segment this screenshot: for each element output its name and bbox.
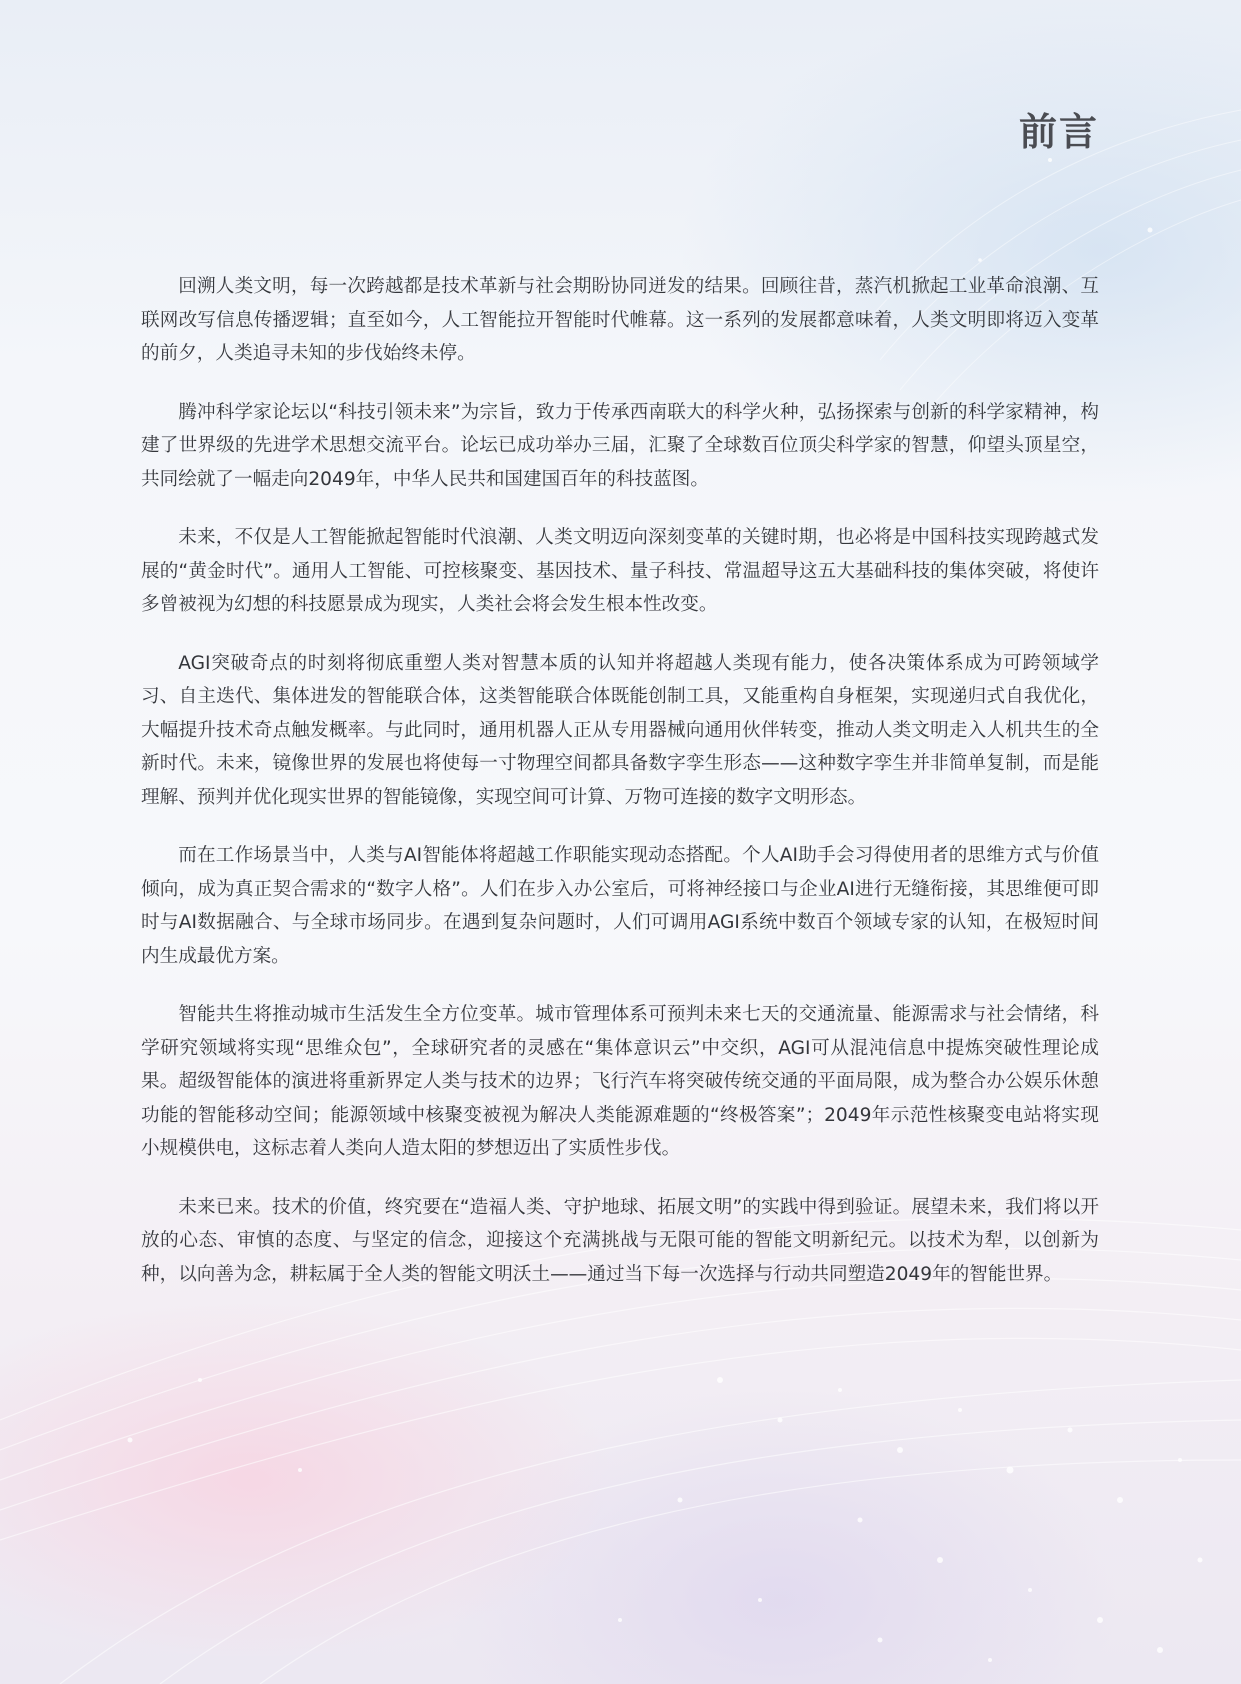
paragraph: AGI突破奇点的时刻将彻底重塑人类对智慧本质的认知并将超越人类现有能力，使各决策体系成为可跨领域学习、自主迭代、集体进发的智能联合体，这类智能联合体既能创制工具，又能重构自身框架，实现递归式自我优化，大幅提升技术奇点触发概率。与此同时，通用机器人正从专用器械向通用伙伴转变，推动人类文明走入人机共生的全新时代。未来，镜像世界的发展也将使每一寸物理空间都具备数字孪生形态——这种数字孪生并非简单复制，而是能理解、预判并优化现实世界的智能镜像，实现空间可计算、万物可连接的数字文明形态。 (141, 652, 1099, 808)
page-title: 前言 (1018, 110, 1099, 154)
paragraph: 腾冲科学家论坛以“科技引领未来”为宗旨，致力于传承西南联大的科学火种，弘扬探索与创新的科学家精神，构建了世界级的先进学术思想交流平台。论坛已成功举办三届，汇聚了全球数百位顶尖科学家的智慧，仰望头顶星空，共同绘就了一幅走向2049年，中华人民共和国建国百年的科技蓝图。 (141, 401, 1099, 490)
preface-body (141, 270, 1099, 1316)
paragraph: 而在工作场景当中，人类与AI智能体将超越工作职能实现动态搭配。个人AI助手会习得使用者的思维方式与价值倾向，成为真正契合需求的“数字人格”。人们在步入办公室后，可将神经接口与企业AI进行无缝衔接，其思维便可即时与AI数据融合、与全球市场同步。在遇到复杂问题时，人们可调用AGI系统中数百个领域专家的认知，在极短时间内生成最优方案。 (141, 845, 1099, 967)
paragraph: 未来，不仅是人工智能掀起智能时代浪潮、人类文明迈向深刻变革的关键时期，也必将是中国科技实现跨越式发展的“黄金时代”。通用人工智能、可控核聚变、基因技术、量子科技、常温超导这五大基础科技的集体突破，将使许多曾被视为幻想的科技愿景成为现实，人类社会将会发生根本性改变。 (141, 527, 1099, 615)
paragraph: 未来已来。技术的价值，终究要在“造福人类、守护地球、拓展文明”的实践中得到验证。展望未来，我们将以开放的心态、审慎的态度、与坚定的信念，迎接这个充满挑战与无限可能的智能文明新纪元。以技术为犁，以创新为种，以向善为念，耕耘属于全人类的智能文明沃土——通过当下每一次选择与行动共同塑造2049年的智能世界。 (141, 1196, 1099, 1285)
paragraph: 智能共生将推动城市生活发生全方位变革。城市管理体系可预判未来七天的交通流量、能源需求与社会情绪，科学研究领域将实现“思维众包”，全球研究者的灵感在“集体意识云”中交织，AGI可从混沌信息中提炼突破性理论成果。超级智能体的演进将重新界定人类与技术的边界；飞行汽车将突破传统交通的平面局限，成为整合办公娱乐休憩功能的智能移动空间；能源领域中核聚变被视为解决人类能源难题的“终极答案”；2049年示范性核聚变电站将实现小规模供电，这标志着人类向人造太阳的梦想迈出了实质性步伐。 (141, 1004, 1099, 1159)
paragraph: 回溯人类文明，每一次跨越都是技术革新与社会期盼协同迸发的结果。回顾往昔，蒸汽机掀起工业革命浪潮、互联网改写信息传播逻辑；直至如今，人工智能拉开智能时代帷幕。这一系列的发展都意味着，人类文明即将迈入变革的前夕，人类追寻未知的步伐始终未停。 (141, 276, 1099, 364)
